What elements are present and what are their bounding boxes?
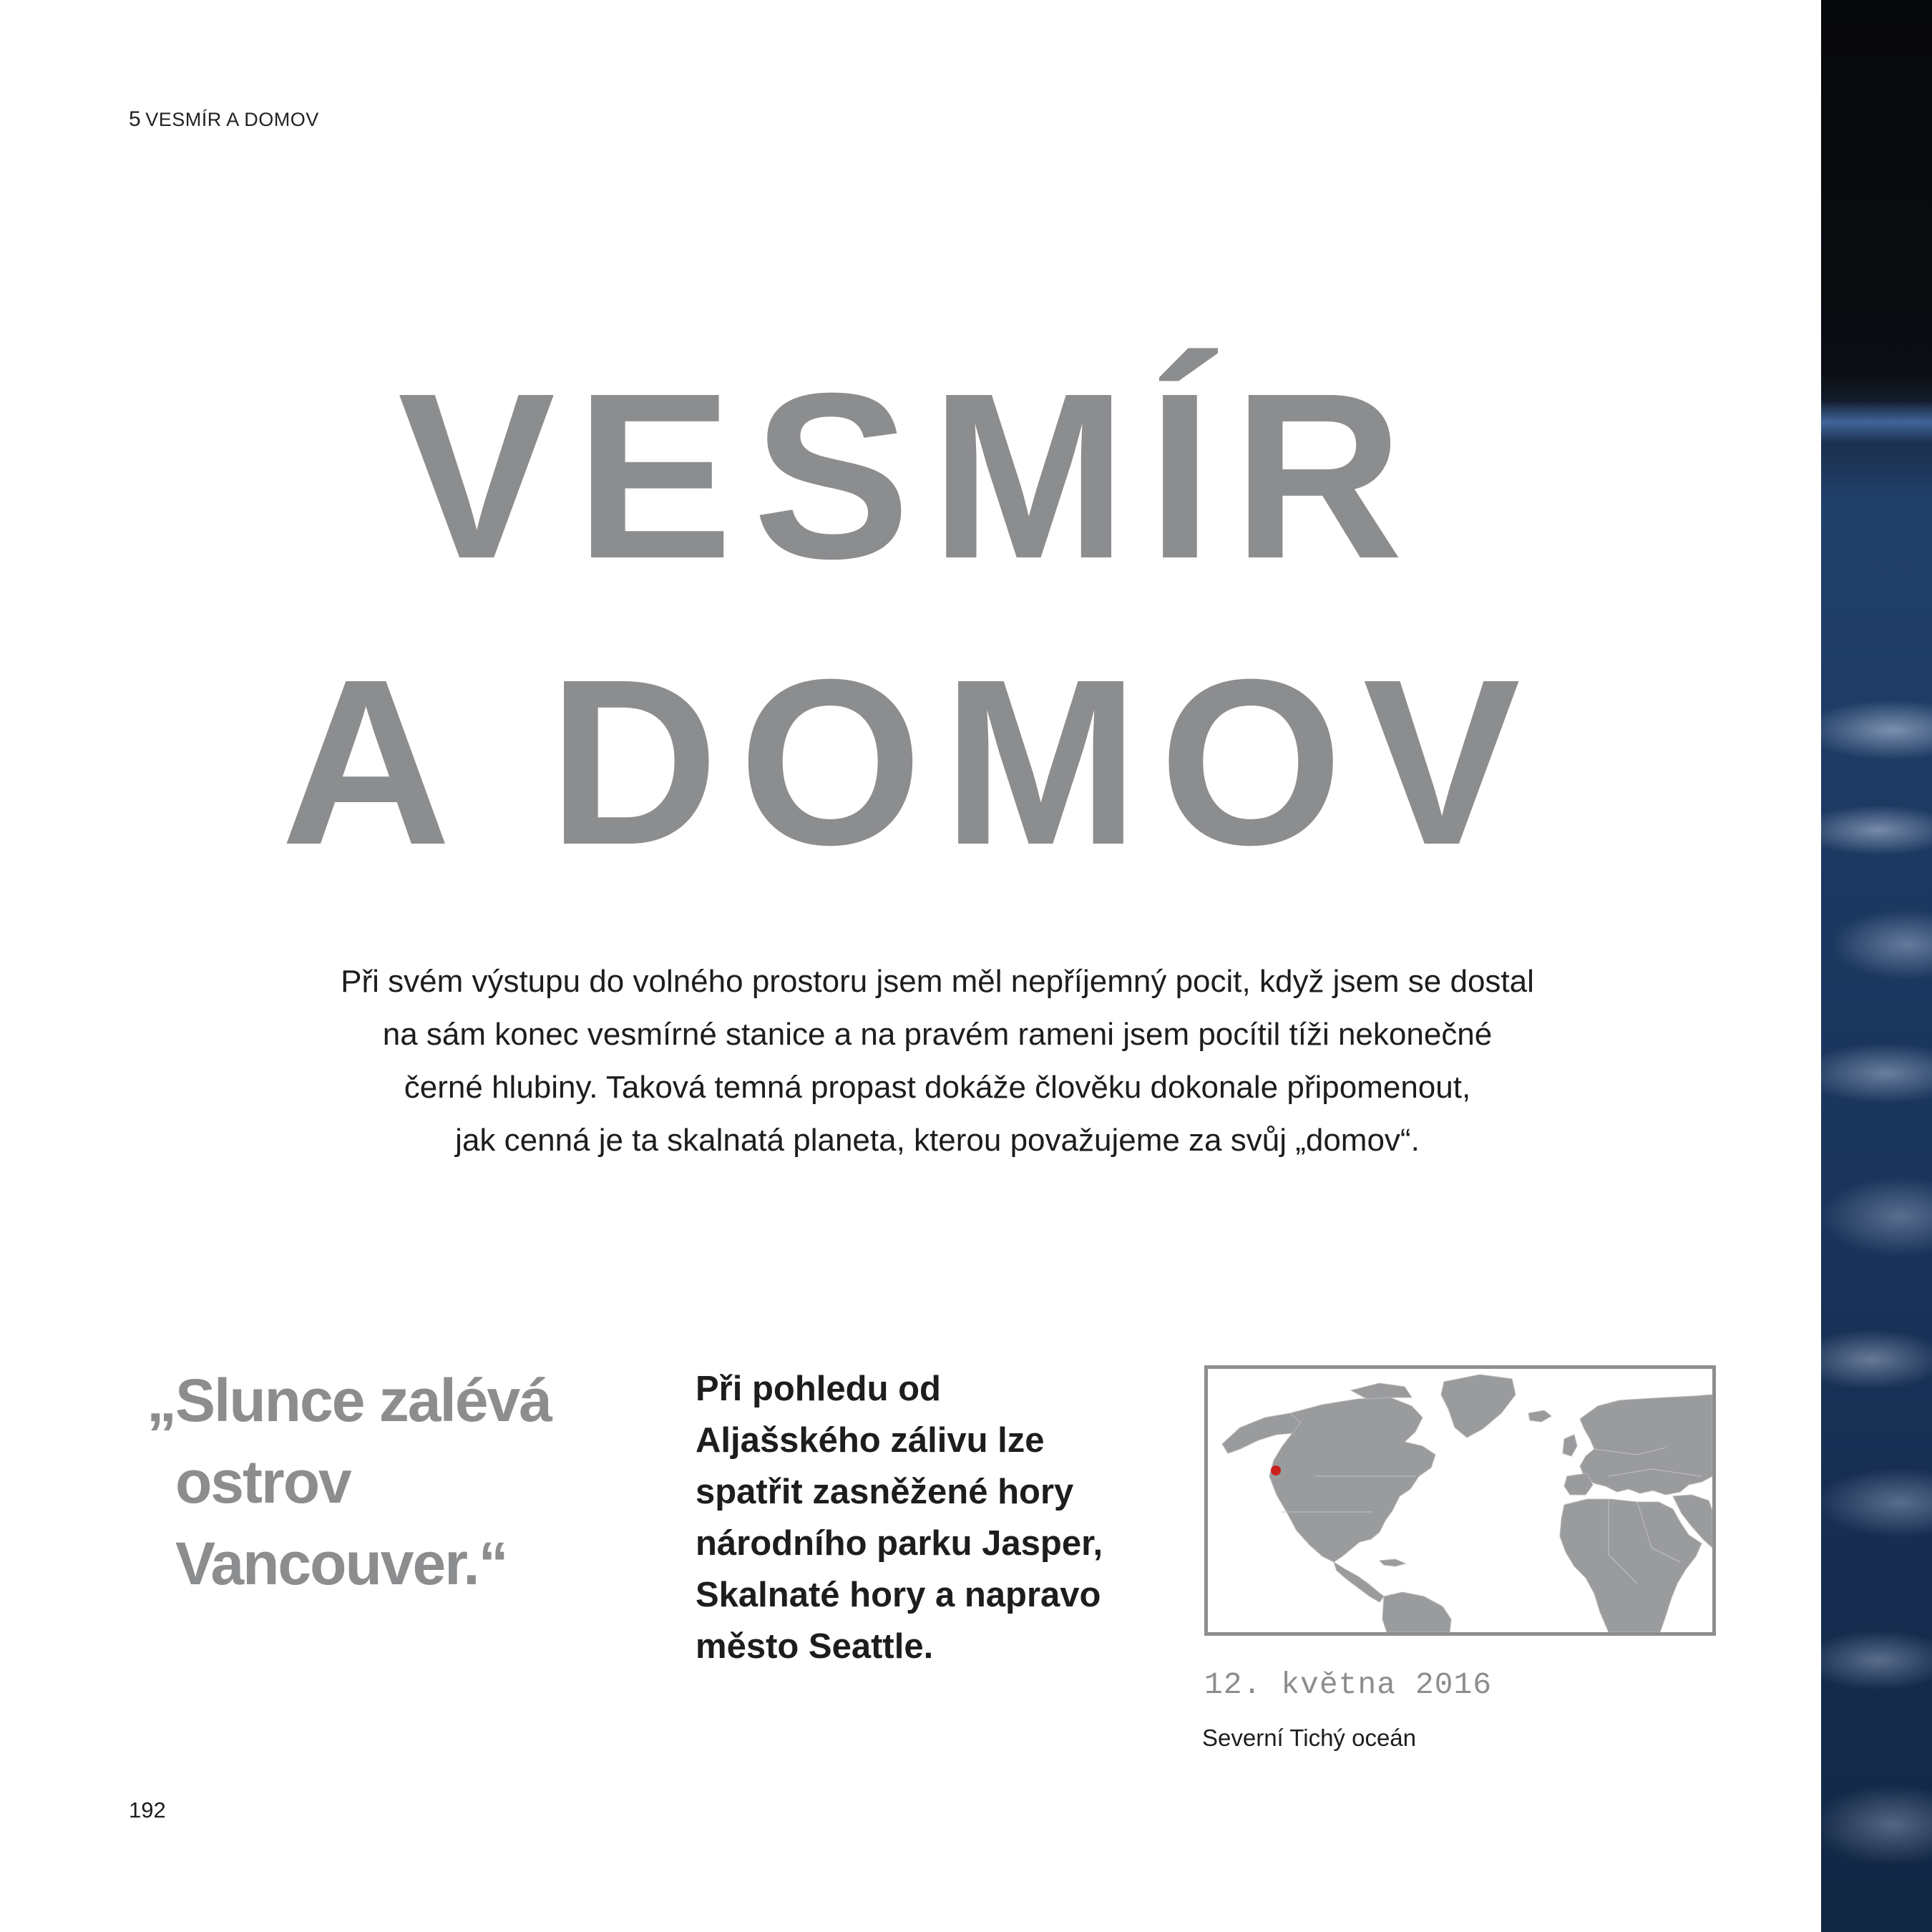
map-land-greenland	[1441, 1375, 1516, 1438]
pull-quote	[147, 1360, 683, 1604]
intro-line: na sám konec vesmírné stanice a na pravém rameni jsem pocítil tíži nekonečné	[382, 1017, 1493, 1052]
quote-line: ostrov Vancouver.“	[175, 1448, 507, 1597]
intro-line: jak cenná je ta skalnatá planeta, kterou považujeme za svůj „domov“.	[455, 1123, 1420, 1158]
page-number: 192	[129, 1797, 166, 1823]
photo-date: 12. května 2016	[1204, 1667, 1493, 1702]
map-land-africa	[1560, 1499, 1702, 1632]
caption-line: spatřit zasněžené hory	[696, 1473, 1074, 1511]
caption-line: Skalnaté hory a napravo	[696, 1576, 1101, 1614]
photo-location: Severní Tichý oceán	[1202, 1724, 1416, 1751]
chapter-title: VESMÍR A DOMOV	[145, 109, 319, 130]
map-land-south-america	[1382, 1592, 1451, 1632]
map-land-iberia	[1564, 1473, 1593, 1495]
space-photo-strip	[1821, 0, 1932, 1932]
map-land-caribbean	[1380, 1559, 1405, 1566]
caption-line: město Seattle.	[696, 1627, 934, 1666]
intro-line: černé hlubiny. Taková temná propast dokáže člověku dokonale připomenout,	[404, 1070, 1471, 1105]
running-head	[129, 107, 319, 132]
caption-line: národního parku Jasper,	[696, 1524, 1103, 1563]
location-map	[1204, 1365, 1716, 1636]
chapter-title-line-2: A DOMOV	[280, 630, 1541, 894]
chapter-number: 5	[129, 107, 142, 131]
earth-horizon	[1821, 401, 1932, 444]
caption-line: Aljašského zálivu lze	[696, 1421, 1045, 1460]
photo-caption	[696, 1363, 1153, 1672]
map-land-arctic-islands	[1351, 1383, 1412, 1399]
map-land-iceland	[1528, 1410, 1551, 1422]
map-land-british-isles	[1563, 1435, 1577, 1456]
quote-line: „Slunce zalévá	[147, 1367, 551, 1434]
chapter-title-line-1: VESMÍR	[397, 343, 1424, 608]
intro-paragraph	[222, 955, 1653, 1167]
intro-line: Při svém výstupu do volného prostoru jsem měl nepříjemný pocit, když jsem se dostal	[341, 964, 1534, 999]
map-land-europe	[1580, 1395, 1712, 1495]
location-marker	[1271, 1465, 1281, 1475]
world-map	[1208, 1369, 1712, 1632]
map-land-central-america	[1334, 1562, 1384, 1602]
caption-line: Při pohledu od	[696, 1370, 941, 1408]
